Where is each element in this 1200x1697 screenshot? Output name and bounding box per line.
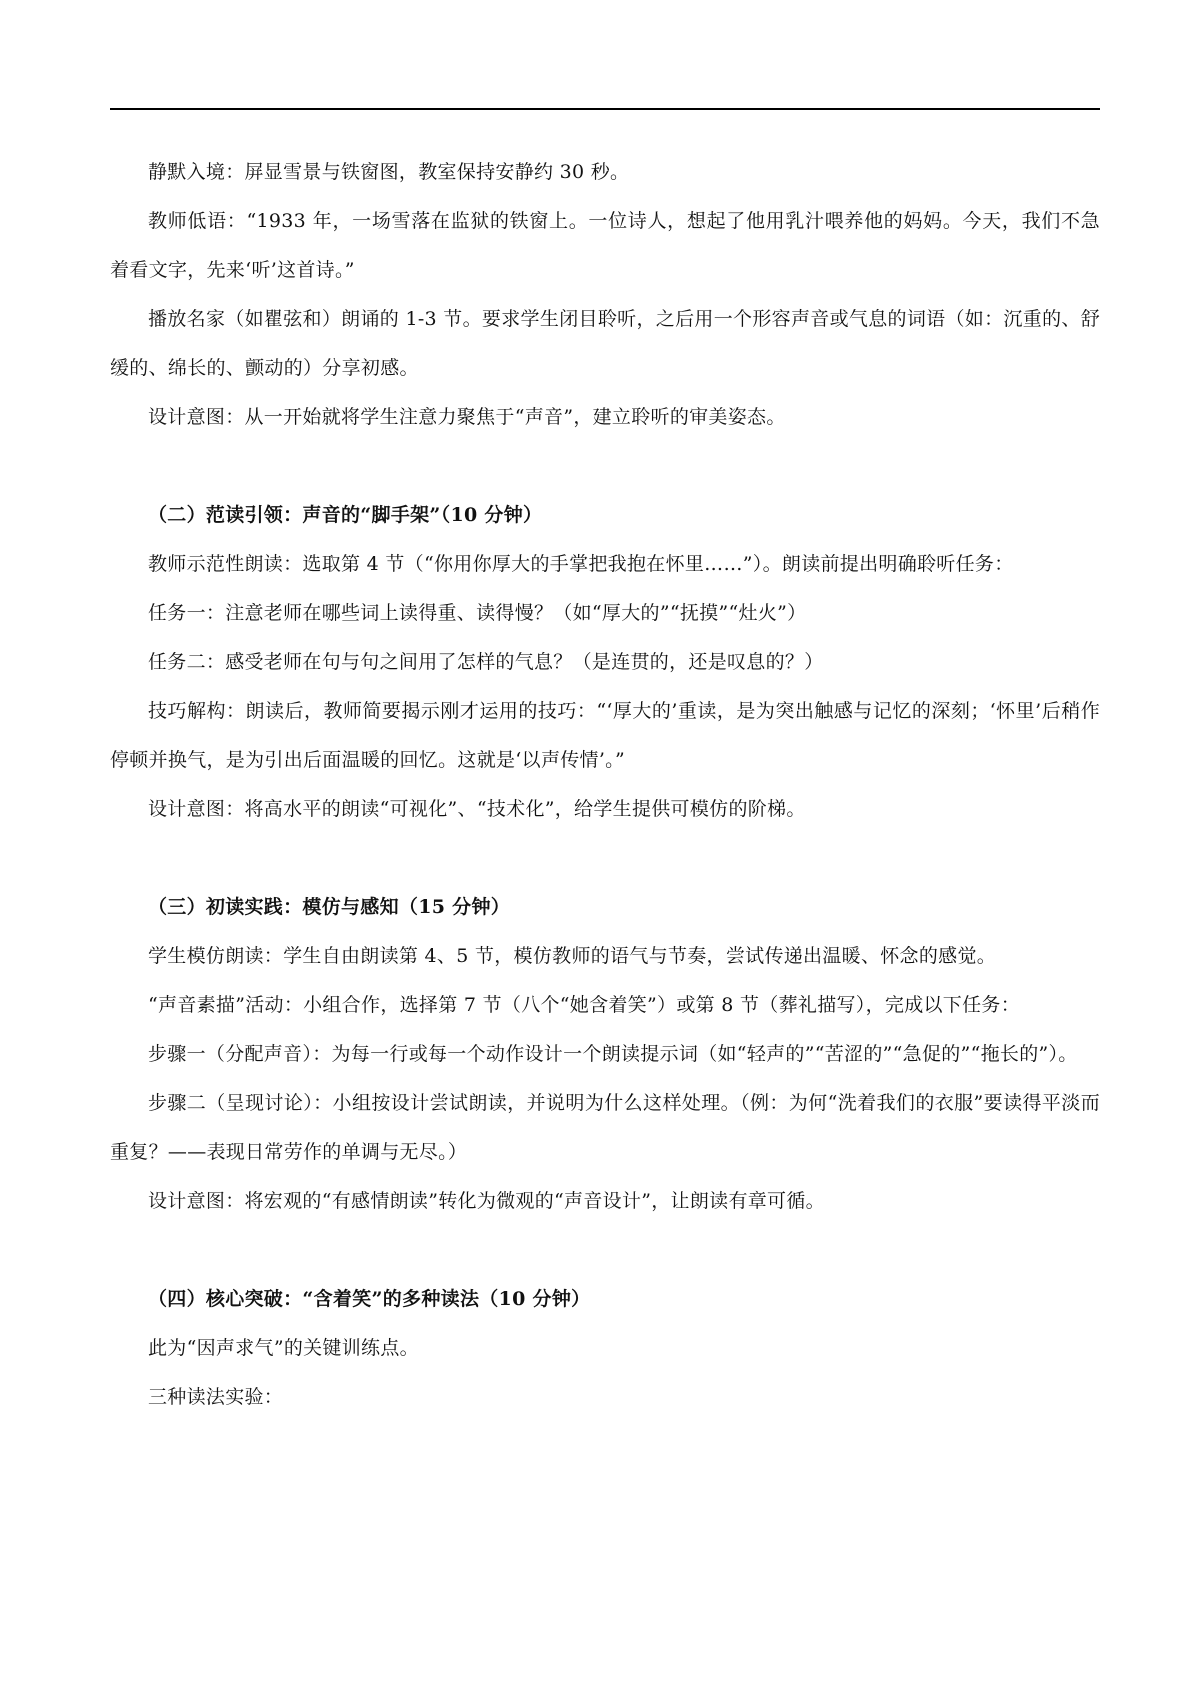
- paragraph-design-intent-1: 设计意图：从一开始就将学生注意力聚焦于“声音”，建立聆听的审美姿态。: [148, 406, 786, 428]
- section-heading-4: （四）核心突破：“含着笑”的多种读法（10 分钟）: [148, 1288, 591, 1310]
- section-spacer: [110, 1226, 1100, 1275]
- section-spacer: [110, 834, 1100, 883]
- paragraph-silent-entry: 静默入境：屏显雪景与铁窗图，教室保持安静约 30 秒。: [148, 161, 630, 183]
- paragraph-three-readings: 三种读法实验：: [148, 1386, 284, 1408]
- paragraph-step-2: 步骤二（呈现讨论）：小组按设计尝试朗读，并说明为什么这样处理。（例：为何“洗着我们的衣服”要读得平淡而重复？——表现日常劳作的单调与无尽。）: [110, 1092, 1100, 1163]
- paragraph-step-1: 步骤一（分配声音）：为每一行或每一个动作设计一个朗读提示词（如“轻声的”“苦涩的”“急促的”“拖长的”）。: [148, 1043, 1078, 1065]
- paragraph-teacher-whisper: 教师低语：“1933 年，一场雪落在监狱的铁窗上。一位诗人，想起了他用乳汁喂养他的妈妈。今天，我们不急着看文字，先来‘听’这首诗。”: [110, 210, 1100, 281]
- section-heading-2: （二）范读引领：声音的“脚手架”（10 分钟）: [148, 504, 543, 526]
- paragraph-design-intent-2: 设计意图：将高水平的朗读“可视化”、“技术化”，给学生提供可模仿的阶梯。: [148, 798, 806, 820]
- paragraph-technique-analysis: 技巧解构：朗读后，教师简要揭示刚才运用的技巧：“‘厚大的’重读，是为突出触感与记忆的深刻；‘怀里’后稍作停顿并换气，是为引出后面温暖的回忆。这就是‘以声传情’。”: [110, 700, 1100, 771]
- section-heading-3: （三）初读实践：模仿与感知（15 分钟）: [148, 896, 511, 918]
- paragraph-sound-sketch: “声音素描”活动：小组合作，选择第 7 节（八个“她含着笑”）或第 8 节（葬礼描写），完成以下任务：: [148, 994, 1020, 1016]
- paragraph-design-intent-3: 设计意图：将宏观的“有感情朗读”转化为微观的“声音设计”，让朗读有章可循。: [148, 1190, 825, 1212]
- paragraph-task-1: 任务一：注意老师在哪些词上读得重、读得慢？（如“厚大的”“抚摸”“灶火”）: [148, 602, 807, 624]
- paragraph-student-imitation: 学生模仿朗读：学生自由朗读第 4、5 节，模仿教师的语气与节奏，尝试传递出温暖、怀念的感觉。: [148, 945, 997, 967]
- paragraph-key-training-point: 此为“因声求气”的关键训练点。: [148, 1337, 419, 1359]
- paragraph-task-2: 任务二：感受老师在句与句之间用了怎样的气息？（是连贯的，还是叹息的？）: [148, 651, 824, 673]
- paragraph-teacher-demo-reading: 教师示范性朗读：选取第 4 节（“你用你厚大的手掌把我抱在怀里……”）。朗读前提出明确聆听任务：: [148, 553, 1014, 575]
- document-body: [110, 148, 1100, 1422]
- section-spacer: [110, 442, 1100, 491]
- paragraph-play-recitation: 播放名家（如瞿弦和）朗诵的 1-3 节。要求学生闭目聆听，之后用一个形容声音或气息的词语（如：沉重的、舒缓的、绵长的、颤动的）分享初感。: [110, 308, 1100, 379]
- header-rule: [110, 108, 1100, 110]
